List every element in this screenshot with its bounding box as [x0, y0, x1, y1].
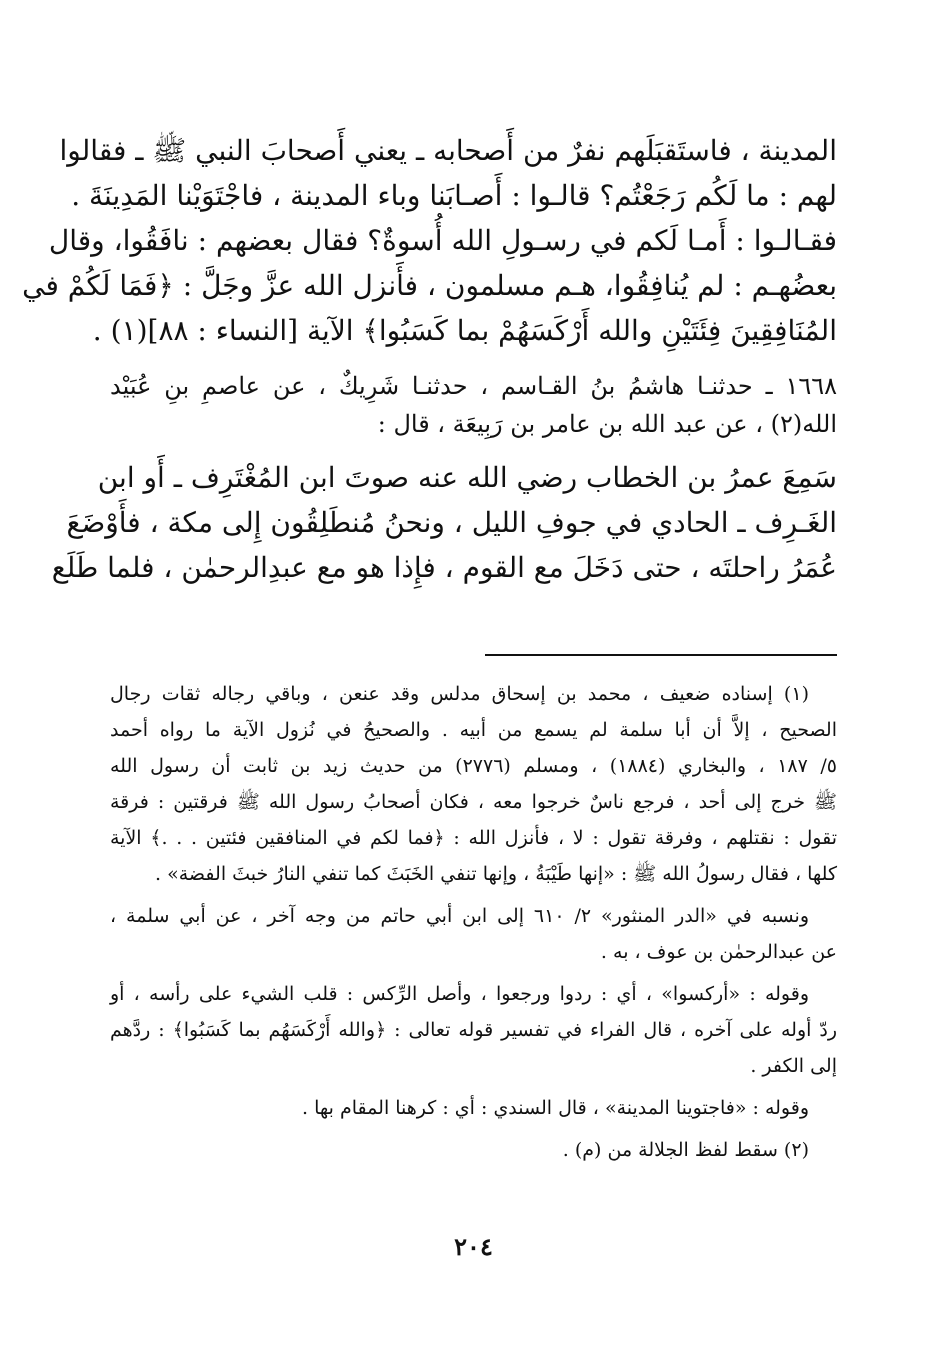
footnote-1-source	[110, 898, 837, 970]
footnote-line: عن عبدالرحمٰن بن عوف ، به .	[600, 941, 837, 963]
footnote-line: إلى الكفر .	[750, 1055, 837, 1077]
footnote-1-body	[110, 712, 837, 892]
footnote-line: ردّ أوله على آخره ، قال الفراء في تفسير قوله تعالى : ﴿والله أَرْكَسَهُم بما كَسَبُوا﴾ : ردَّهم	[110, 1019, 837, 1041]
hadith-line-1: ١٦٦٨ ـ حدثنـا هاشمُ بنُ القـاسم ، حدثنـا شَرِيكٌ ، عن عاصمِ بنِ عُبَيْد	[110, 372, 837, 400]
footnote-line: وقوله : «أركسوا» ، أي : ردوا ورجعوا ، وأصل الرِّكس : قلب الشيء على رأسه ، أو	[110, 983, 809, 1005]
footnote-line: كلها ، فقال رسولُ الله ﷺ : «إنها طَيْبَةُ ، وإنها تنفي الخَبَثَ كما تنفي النارُ خبثَ الفضة» .	[155, 863, 837, 885]
footnotes	[110, 676, 837, 1174]
hadith-text-line-1: سَمِعَ عمرُ بن الخطاب رضي الله عنه صوتَ ابن المُغْتَرِف ـ أَو ابن	[97, 461, 837, 494]
footnote-line: ونسبه في «الدر المنثور» ٢/ ٦١٠ إلى ابن أبي حاتم من وجه آخر ، عن أبي سلمة ،	[110, 905, 809, 927]
main-line-2: لهم : ما لَكُم رَجَعْتُم؟ قالـوا : أَصـابَنا وباء المدينة ، فاجْتَوَيْنا المَدِينَةَ .	[71, 179, 837, 212]
footnote-1-gloss	[110, 976, 837, 1084]
hadith-text-line-3: عُمَرُ راحلتَه ، حتى دَخَلَ مع القوم ، فإِذا هو مع عبدِالرحمٰن ، فلما طَلَع	[51, 551, 837, 584]
book-page	[22, 128, 837, 1332]
hadith-line-2: الله(٢) ، عن عبد الله بن عامر بن رَبِيعَة ، قال :	[377, 410, 837, 438]
footnote-1	[110, 676, 837, 712]
footnote-line: (٢) سقط لفظ الجلالة من (م) .	[562, 1139, 809, 1161]
footnote-line: (١) إسناده ضعيف ، محمد بن إسحاق مدلس وقد عنعن ، وباقي رجاله ثقات رجال	[110, 683, 809, 705]
footnote-separator	[485, 654, 837, 656]
footnote-line: ﷺ خرج إلى أحد ، فرجع ناسٌ خرجوا معه ، فكان أصحابُ رسول الله ﷺ فرقتين : فرقة	[110, 791, 837, 813]
footnote-line: ٥/ ١٨٧ ، والبخاري (١٨٨٤) ، ومسلم (٢٧٧٦) من حديث زيد بن ثابت أن رسول الله	[110, 755, 837, 777]
main-line-4: بعضُهـم : لم يُنافِقُوا، هـم مسلمون ، فأَنزل الله عزَّ وجَلَّ : ﴿فَمَا لَكُمْ في	[22, 269, 837, 302]
main-line-3: فقـالـوا : أَمـا لَكم في رسـولِ الله أُسوةٌ؟ فقال بعضهم : نافَقُوا، وقال	[48, 224, 837, 257]
footnote-line: وقوله : «فاجتوينا المدينة» ، قال السندي : أي : كرهنا المقام بها .	[302, 1097, 809, 1119]
main-paragraph	[22, 128, 837, 353]
hadith-text-line-2: الغَـرِف ـ الحادي في جوفِ الليل ، ونحنُ مُنطَلِقُون إِلى مكة ، فأَوْضَعَ	[66, 506, 837, 539]
hadith-text	[51, 455, 837, 590]
main-line-5: المُنَافِقِينَ فِئَتَيْنِ والله أَرْكَسَهُمْ بما كَسَبُوا﴾ الآية [النساء : ٨٨](١) .	[92, 314, 837, 347]
page-number: ٢٠٤	[454, 1232, 493, 1261]
footnote-line: تقول : نقتلهم ، وفرقة تقول : لا ، فأنزل الله : ﴿فما لكم في المنافقين فئتين . . .﴾ الآية	[110, 827, 837, 849]
footnote-2	[110, 1132, 837, 1168]
footnote-line: الصحيح ، إلاَّ أن أبا سلمة لم يسمع من أبيه . والصحيحُ في نُزول الآية ما رواه أحمد	[110, 719, 837, 741]
footnote-1-gloss-2	[110, 1090, 837, 1126]
main-line-1: المدينة ، فاستَقبَلَهم نفرٌ من أَصحابه ـ يعني أَصحابَ النبي ﷺ ـ فقالوا	[59, 134, 837, 167]
hadith-chain	[110, 367, 837, 443]
